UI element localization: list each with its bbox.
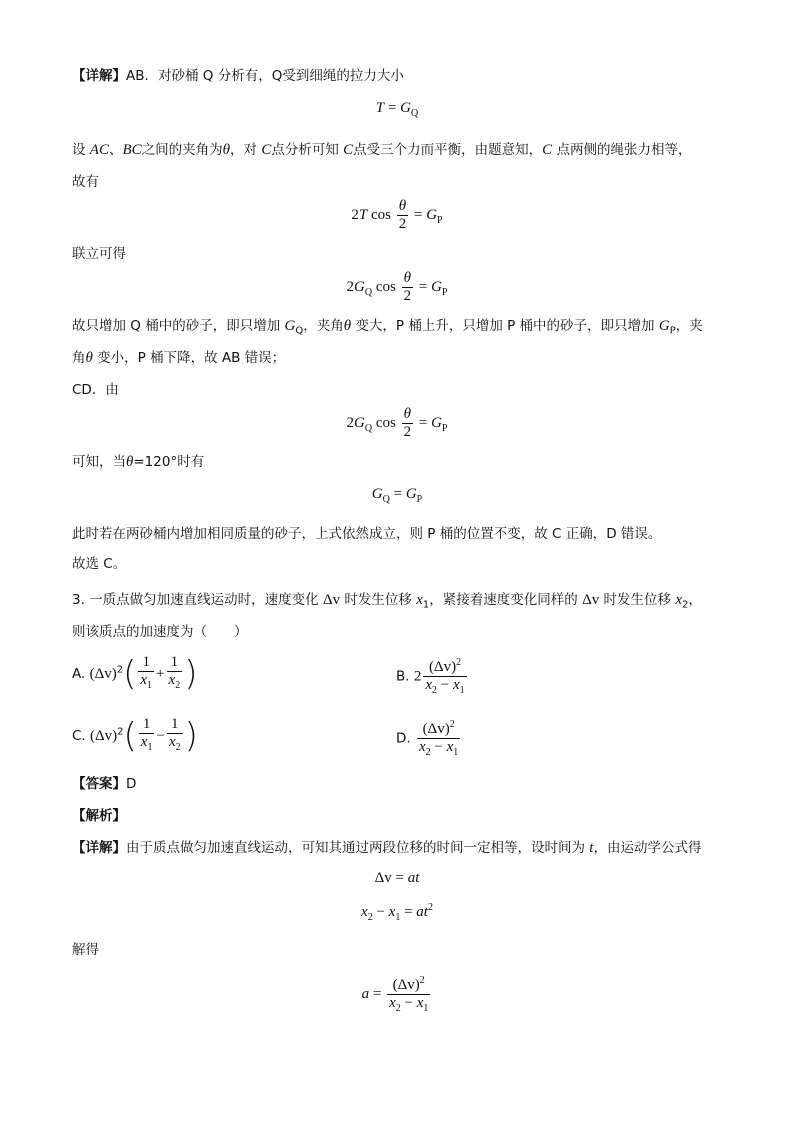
- text: 之间的夹角为: [141, 142, 223, 158]
- text: ，夹: [675, 318, 703, 334]
- eq-subscript: 1: [147, 680, 153, 691]
- eq-symbol: G: [400, 100, 411, 116]
- eq-subscript: 2: [367, 912, 373, 923]
- eq-operator: −: [434, 739, 443, 755]
- text: ，由运动学公式得: [593, 840, 702, 856]
- eq-subscript: Q: [364, 422, 373, 434]
- eq-symbol: G: [426, 206, 438, 223]
- detail-paragraph-7: [72, 380, 119, 400]
- eq-symbol: G: [431, 414, 442, 431]
- detail-paragraph-6: [72, 348, 285, 368]
- eq-subscript: 1: [423, 1003, 429, 1014]
- text: 故只增加 Q 桶中的砂子，即只增加: [72, 318, 285, 334]
- eq-subscript: 2: [432, 685, 438, 696]
- symbol: Δv: [582, 592, 600, 608]
- detail-paragraph-q3: [72, 838, 701, 858]
- eq-subscript: 1: [459, 685, 465, 696]
- eq-symbol: Δv: [374, 870, 392, 886]
- eq-superscript: 2: [116, 664, 124, 676]
- option-label: A.: [72, 666, 86, 682]
- eq-symbol: x: [388, 904, 396, 920]
- eq-fraction: [167, 654, 183, 694]
- eq-subscript: 2: [175, 742, 181, 753]
- eq-numerator: 1: [171, 716, 179, 732]
- eq-fraction: [139, 716, 155, 756]
- left-paren: (: [123, 716, 137, 756]
- eq-fraction: [397, 198, 409, 233]
- eq-numerator: 1: [170, 654, 179, 670]
- option-label: C.: [72, 728, 86, 744]
- eq-subscript: Q: [364, 286, 373, 298]
- detail-paragraph-4: [72, 244, 126, 264]
- eq-func: cos: [375, 278, 396, 295]
- eq-fraction: [417, 716, 460, 761]
- equation-acceleration: [0, 972, 794, 1017]
- eq-symbol: x: [361, 904, 368, 920]
- text: ，对: [230, 142, 262, 158]
- text: 故有: [72, 174, 99, 190]
- text: 设: [72, 142, 90, 158]
- text: 变大，P 桶上升，只增加 P 桶中的砂子，即只增加: [351, 318, 659, 334]
- text: ，夹角: [303, 318, 344, 334]
- eq-symbol: T: [358, 206, 368, 223]
- eq-numerator: 1: [142, 654, 150, 670]
- eq-subscript: P: [441, 422, 448, 434]
- text: 、: [108, 142, 123, 158]
- equation-balance-2: $2G_Q$ cos $\frac{\theta}{2}$ = $G_P$: [346, 270, 448, 304]
- left-paren: (: [123, 654, 137, 694]
- eq-symbol: (Δv): [392, 977, 420, 993]
- solve-line: [72, 940, 99, 960]
- eq-subscript: 2: [395, 1003, 401, 1014]
- eq-numerator: θ: [403, 270, 412, 286]
- eq-subscript: P: [416, 494, 423, 505]
- symbol: C: [261, 142, 272, 158]
- symbol: θ: [222, 142, 231, 158]
- eq-denominator: 2: [403, 424, 412, 440]
- eq-fraction: [167, 716, 183, 756]
- symbol: t: [589, 840, 594, 856]
- text: 此时若在两砂桶内增加相同质量的砂子，上式依然成立，则 P 桶的位置不变，故 C 正确，D 错误。: [72, 526, 662, 542]
- eq-symbol: G: [431, 278, 442, 295]
- detail-paragraph-10: [72, 554, 126, 574]
- eq-symbol: G: [354, 278, 365, 295]
- text: 点两侧的绳张力相等，: [552, 142, 692, 158]
- right-paren: ): [184, 654, 198, 694]
- eq-symbol: x: [168, 734, 176, 750]
- eq-symbol: x: [140, 672, 148, 688]
- symbol: G: [284, 318, 296, 334]
- equation-dv: [0, 870, 794, 887]
- detail-paragraph-8: [72, 452, 204, 472]
- equation-balance-3: $2G_Q$ cos $\frac{\theta}{2}$ = $G_P$: [346, 406, 448, 440]
- analysis-line: [72, 806, 126, 826]
- eq-superscript: 2: [427, 902, 433, 913]
- eq-symbol: (Δv): [428, 659, 457, 675]
- answer-line: [72, 774, 136, 794]
- eq-symbol: G: [354, 414, 365, 431]
- eq-symbol: at: [416, 904, 428, 920]
- question-3-stem: [72, 590, 702, 616]
- text: 解得: [72, 942, 99, 958]
- detail-paragraph-3: [72, 172, 99, 192]
- symbol: x: [675, 592, 682, 608]
- equation-balance-1: 2T cos $\frac{\theta}{2}$ = $G_P$: [351, 198, 443, 232]
- eq-operator: −: [404, 995, 413, 1011]
- symbol: C: [343, 142, 354, 158]
- text: 变小，P 桶下降，故 AB 错误；: [92, 350, 286, 366]
- eq-symbol: x: [416, 995, 424, 1011]
- detail-text: AB．对砂桶 Q 分析有，Q受到细绳的拉力大小: [126, 68, 404, 84]
- eq-fraction: [402, 270, 414, 305]
- equation-tension: $T = G_Q$: [375, 100, 419, 119]
- symbol: G: [658, 318, 670, 334]
- subscript: 1: [422, 599, 430, 611]
- eq-symbol: x: [418, 739, 426, 755]
- eq-symbol: G: [405, 486, 417, 502]
- detail-paragraph-9: [72, 524, 661, 544]
- eq-operator: =: [395, 870, 404, 886]
- text: CD．由: [72, 382, 119, 398]
- eq-coef: 2: [413, 668, 422, 685]
- eq-superscript: 2: [117, 726, 124, 738]
- eq-symbol: x: [425, 677, 433, 693]
- answer-label: 【答案】: [72, 776, 126, 792]
- text: 时发生位移: [599, 592, 676, 608]
- eq-coef: 2: [351, 206, 359, 223]
- eq-numerator: 1: [142, 716, 151, 732]
- symbol: AC: [89, 142, 109, 158]
- subscript: Q: [295, 325, 304, 337]
- eq-symbol: a: [361, 985, 370, 1002]
- eq-fraction: [138, 654, 154, 694]
- eq-operator: −: [440, 677, 450, 693]
- text: 点分析可知: [271, 142, 344, 158]
- subscript: P: [669, 325, 676, 337]
- eq-symbol: x: [389, 995, 396, 1011]
- equation-equal-weights: $G_Q = G_P$: [371, 486, 423, 505]
- eq-fraction: [402, 406, 414, 441]
- option-d: [396, 716, 462, 761]
- detail-paragraph-2: [72, 140, 691, 160]
- text: 时发生位移: [340, 592, 417, 608]
- eq-subscript: P: [441, 286, 448, 298]
- question-3-stem-2: [72, 622, 248, 642]
- eq-operator: +: [156, 666, 165, 682]
- eq-numerator: θ: [398, 198, 407, 214]
- eq-superscript: 2: [449, 719, 455, 730]
- symbol: C: [542, 142, 553, 158]
- eq-subscript: 1: [453, 747, 459, 758]
- eq-subscript: Q: [410, 108, 419, 119]
- eq-func: cos: [370, 206, 391, 223]
- answer-value: D: [126, 776, 137, 792]
- eq-operator: =: [404, 904, 413, 920]
- symbol: θ: [126, 454, 134, 470]
- text: 点受三个力而平衡，由题意知，: [353, 142, 543, 158]
- eq-symbol: (Δv): [90, 728, 118, 744]
- text: 联立可得: [72, 246, 126, 262]
- text: 可知，当: [72, 454, 126, 470]
- option-b: [396, 654, 469, 699]
- eq-subscript: 1: [395, 912, 401, 923]
- text: 3. 一质点做匀加速直线运动时，速度变化: [72, 592, 323, 608]
- text: 角: [72, 350, 86, 366]
- subscript: 2: [681, 599, 689, 611]
- detail-paragraph-1: [72, 66, 404, 86]
- eq-symbol: x: [140, 734, 148, 750]
- equation-displacement: [0, 902, 794, 923]
- option-a: [72, 654, 197, 694]
- detail-label: 【详解】: [72, 840, 126, 856]
- option-c: [72, 716, 198, 756]
- text: 则该质点的加速度为（ ）: [72, 624, 248, 640]
- eq-symbol: x: [453, 677, 460, 693]
- eq-subscript: 1: [147, 742, 153, 753]
- eq-symbol: G: [371, 486, 383, 502]
- analysis-label: 【解析】: [72, 808, 126, 824]
- symbol: x: [416, 592, 423, 608]
- option-label: B.: [396, 668, 410, 685]
- eq-fraction: [387, 972, 430, 1017]
- eq-superscript: 2: [419, 975, 425, 986]
- eq-func: cos: [375, 414, 396, 431]
- eq-denominator: 2: [403, 288, 412, 304]
- text: =120°时有: [133, 454, 205, 470]
- option-label: D.: [396, 730, 411, 747]
- eq-subscript: Q: [382, 494, 390, 505]
- eq-operator: −: [376, 904, 385, 920]
- eq-subscript: 2: [425, 747, 431, 758]
- symbol: θ: [85, 350, 93, 366]
- eq-denominator: 2: [398, 216, 407, 232]
- eq-operator: =: [372, 985, 382, 1002]
- eq-symbol: x: [168, 672, 176, 688]
- text: ，紧接着速度变化同样的: [429, 592, 583, 608]
- eq-subscript: P: [437, 214, 443, 226]
- text: 故选 C。: [72, 556, 127, 572]
- right-paren: ): [184, 716, 198, 756]
- detail-paragraph-5: [72, 316, 703, 342]
- eq-symbol: (Δv): [89, 666, 117, 682]
- detail-label: 【详解】: [72, 68, 126, 84]
- eq-fraction: [423, 654, 466, 699]
- symbol: BC: [122, 142, 142, 158]
- symbol: θ: [343, 318, 352, 334]
- eq-subscript: 2: [175, 680, 181, 691]
- eq-symbol: T: [375, 100, 385, 116]
- eq-numerator: θ: [403, 406, 412, 422]
- eq-superscript: 2: [456, 657, 462, 668]
- eq-symbol: x: [446, 739, 454, 755]
- eq-coef: 2: [346, 278, 355, 295]
- eq-operator: −: [156, 728, 165, 744]
- symbol: Δv: [322, 592, 341, 608]
- text: 由于质点做匀加速直线运动，可知其通过两段位移的时间一定相等，设时间为: [126, 840, 590, 856]
- eq-symbol: at: [407, 870, 420, 886]
- eq-symbol: (Δv): [422, 721, 450, 737]
- eq-coef: 2: [346, 414, 355, 431]
- text: ，: [688, 592, 702, 608]
